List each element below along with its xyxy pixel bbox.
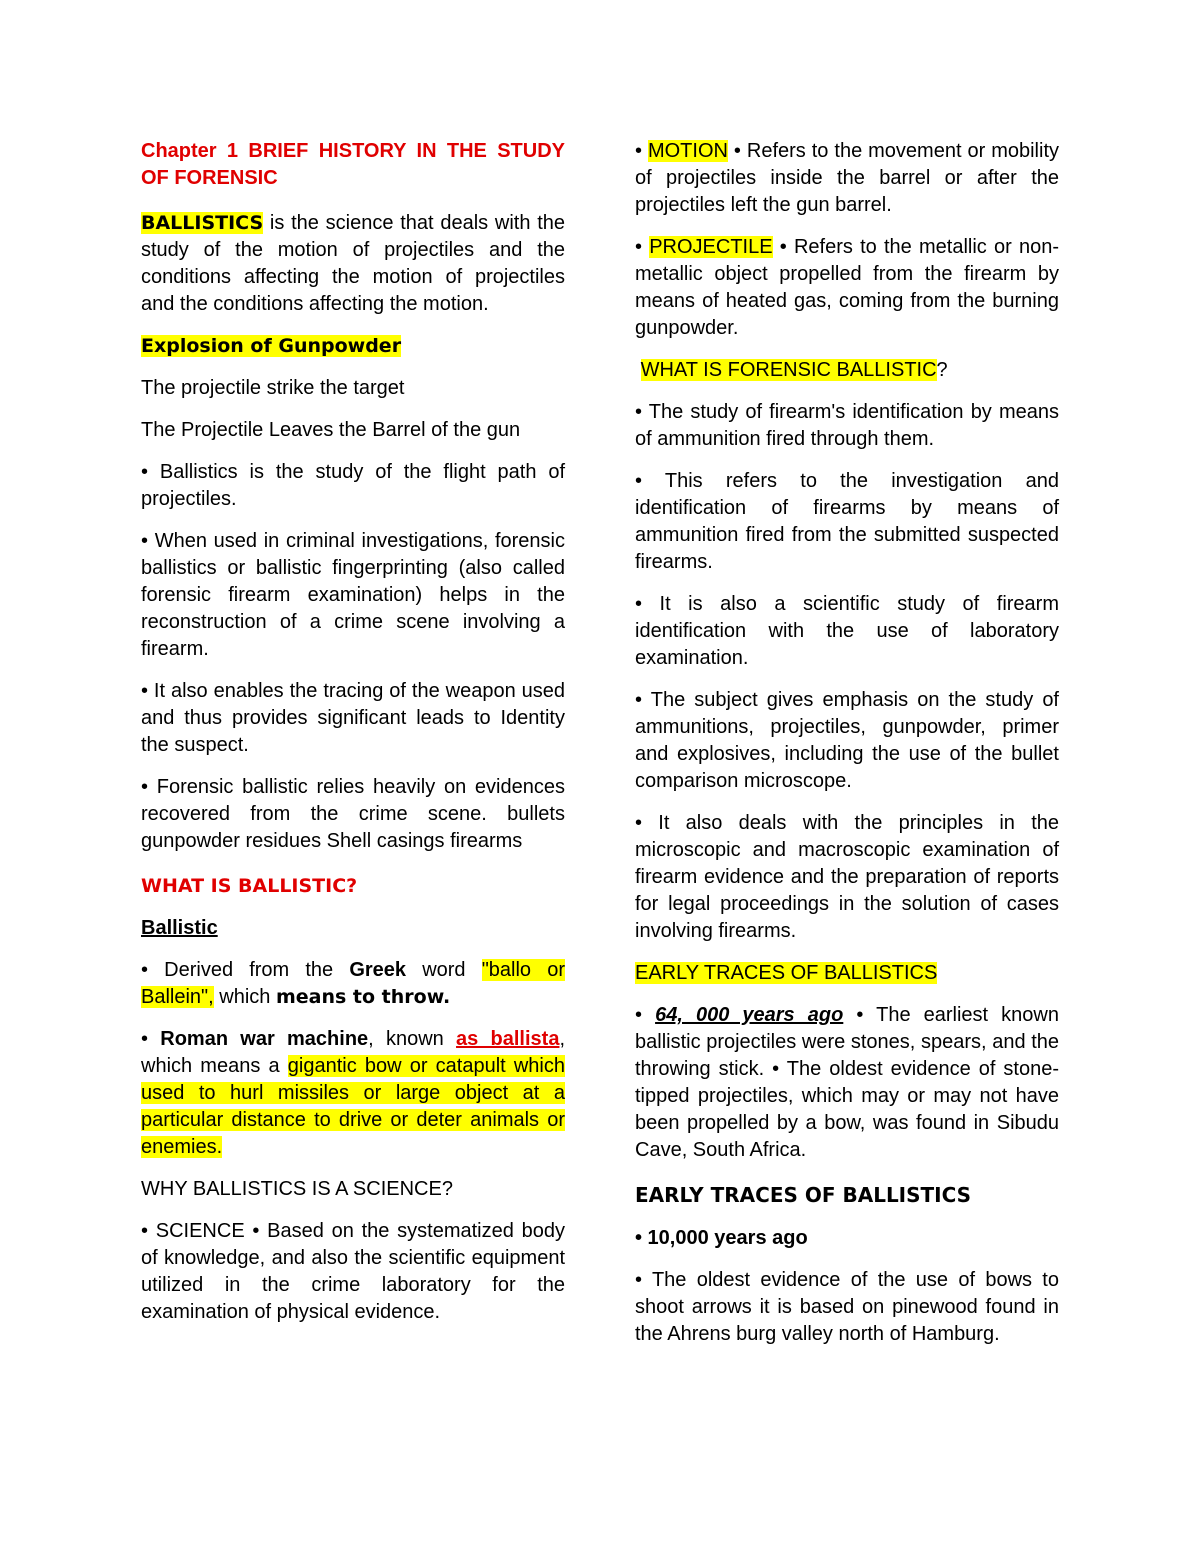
bullet-tracing-weapon: • It also enables the tracing of the weapon used and thus provides significant leads to Identity the suspect. [141, 680, 565, 756]
projectile-definition: • PROJECTILE • Refers to the metallic or non-metallic object propelled from the firearm by means of heated gas, coming from the burning gunpowder. [635, 236, 1059, 339]
science-definition: • SCIENCE • Based on the systematized body of knowledge, and also the scientific equipment utilized in the crime laboratory for the examination of physical evidence. [141, 1220, 565, 1323]
gunpowder-heading: Explosion of Gunpowder [141, 335, 402, 357]
early-traces-heading-2: EARLY TRACES OF BALLISTICS [635, 1183, 972, 1207]
chapter-title: Chapter 1 BRIEF HISTORY IN THE STUDY OF FORENSIC [141, 140, 565, 189]
forensic-point-1: • The study of firearm's identification by means of ammunition fired through them. [635, 401, 1059, 450]
what-is-ballistic-heading: WHAT IS BALLISTIC? [141, 875, 358, 897]
greek-derivation: • Derived from the Greek word "ballo or Ballein", which means to throw. [141, 959, 565, 1008]
ballistic-subheading: Ballistic [141, 917, 218, 939]
bullet-evidence: • Forensic ballistic relies heavily on evidences recovered from the crime scene. bullets gunpowder residues Shell casings firearms [141, 776, 565, 852]
bullet-flight-path: • Ballistics is the study of the flight path of projectiles. [141, 461, 565, 510]
early-traces-10000-time: • 10,000 years ago [635, 1227, 808, 1249]
why-science-heading: WHY BALLISTICS IS A SCIENCE? [141, 1178, 453, 1200]
forensic-point-2: • This refers to the investigation and identification of firearms by means of ammunition fired from the submitted suspected firearms. [635, 470, 1059, 573]
projectile-strike-line: The projectile strike the target [141, 377, 405, 399]
ballistics-definition: BALLISTICS is the science that deals with the study of the motion of projectiles and the conditions affecting the motion of projectiles and the conditions affecting the motion. [141, 212, 565, 315]
early-traces-64000: • 64, 000 years ago • The earliest known ballistic projectiles were stones, spears, and the throwing stick. • The oldest evidence of stone-tipped projectiles, which may or may not have been propelled by a bow, was found in Sibudu Cave, South Africa. [635, 1004, 1059, 1161]
early-traces-heading-1: EARLY TRACES OF BALLISTICS [635, 962, 938, 984]
forensic-ballistic-heading: WHAT IS FORENSIC BALLISTIC? [640, 359, 948, 381]
projectile-leaves-line: The Projectile Leaves the Barrel of the gun [141, 419, 521, 441]
forensic-point-5: • It also deals with the principles in the microscopic and macroscopic examination of firearm evidence and the preparation of reports for legal proceedings in the solution of cases involving firearms. [635, 812, 1059, 942]
bullet-criminal-investigations: • When used in criminal investigations, forensic ballistics or ballistic fingerprinting (also called forensic firearm examination) helps in the reconstruction of a crime scene involving a firearm. [141, 530, 565, 660]
forensic-point-3: • It is also a scientific study of firearm identification with the use of laboratory examination. [635, 593, 1059, 669]
right-column [635, 138, 1059, 1363]
motion-definition: • MOTION • Refers to the movement or mobility of projectiles inside the barrel or after the projectiles left the gun barrel. [635, 140, 1060, 216]
ballistics-term: BALLISTICS [141, 212, 264, 234]
left-column [141, 138, 565, 1341]
early-traces-10000-text: • The oldest evidence of the use of bows to shoot arrows it is based on pinewood found in the Ahrens burg valley north of Hamburg. [635, 1269, 1059, 1345]
roman-war-machine: • Roman war machine, known as ballista, which means a gigantic bow or catapult which used to hurl missiles or large object at a particular distance to drive or deter animals or enemies. [141, 1028, 566, 1158]
forensic-point-4: • The subject gives emphasis on the study of ammunitions, projectiles, gunpowder, primer and explosives, including the use of the bullet comparison microscope. [635, 689, 1059, 792]
